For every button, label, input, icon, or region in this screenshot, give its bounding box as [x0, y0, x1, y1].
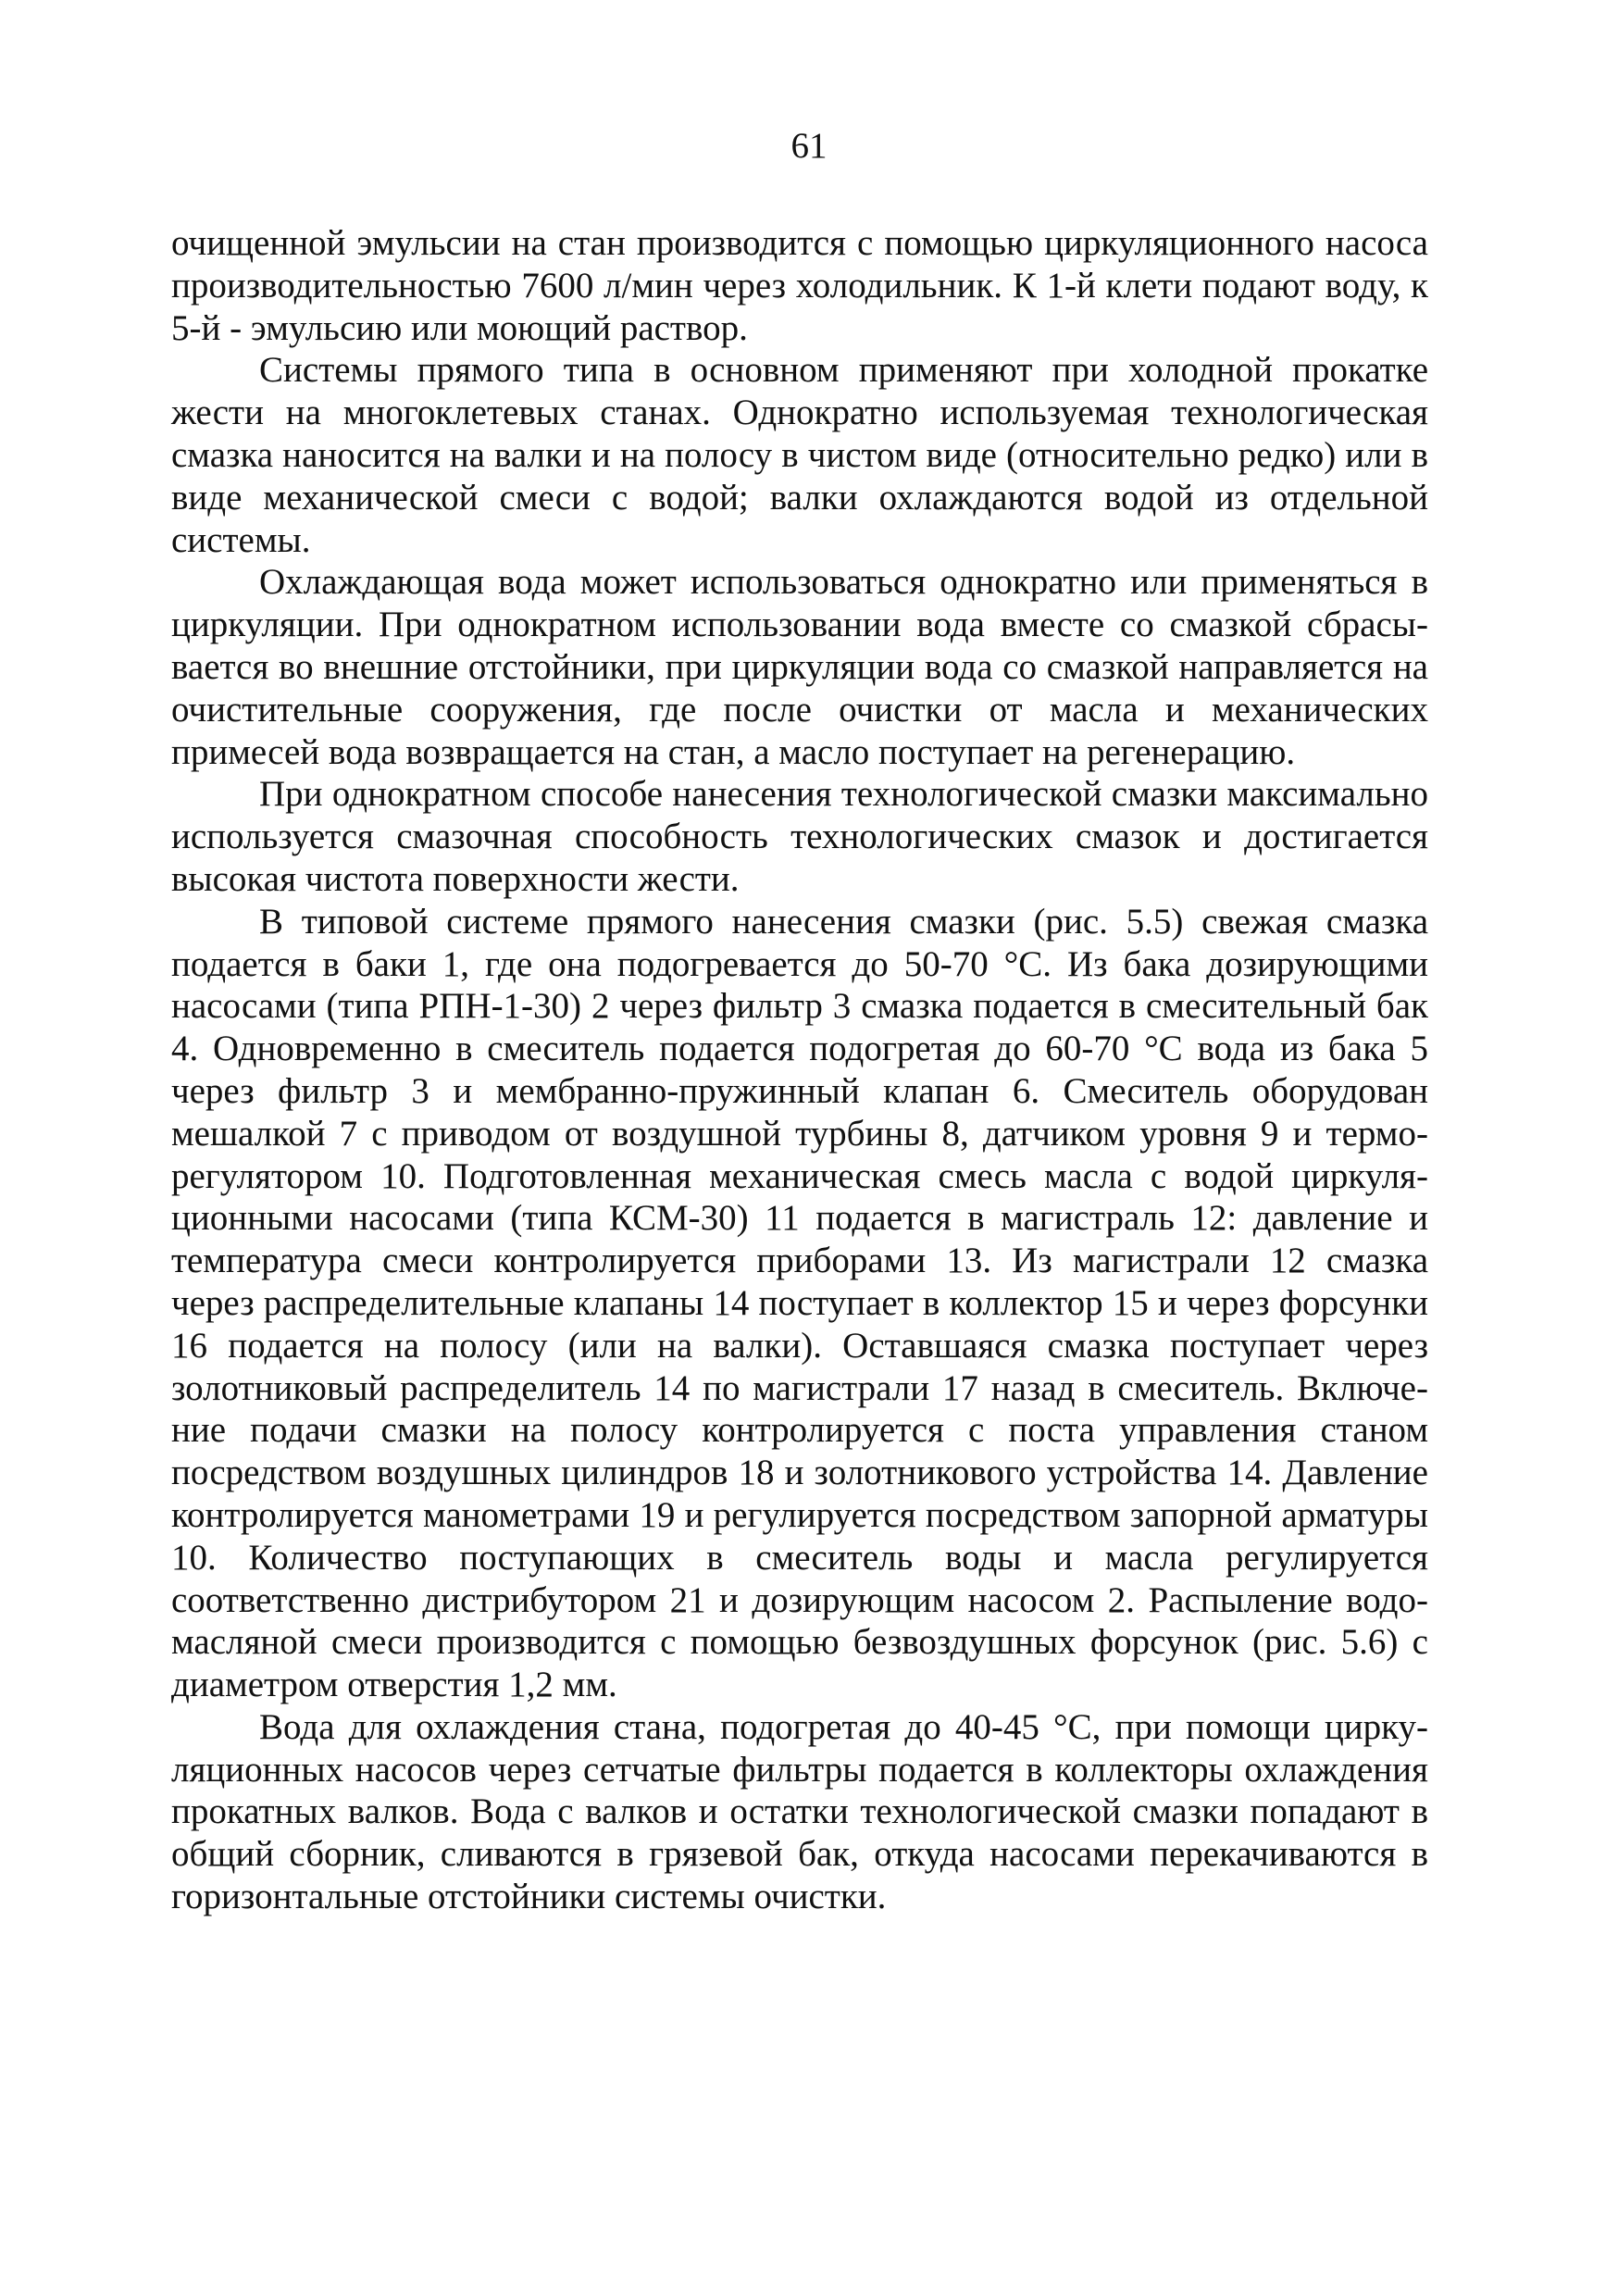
- paragraph-cooling-water: Охлаждающая вода может использоваться однократно или применяться в циркуляции. При однократном использовании вода вместе со смазкой сбрасывается во внешние отстойники, при циркуляции вода со смазкой направляется на очистительные сооружения, где после очистки от масла и механических примесей вода возвращается на стан, а масло поступает на регенерацию.: [171, 562, 1428, 772]
- page-number: 61: [790, 126, 828, 166]
- paragraph-continued-emulsion-supply: очищенной эмульсии на стан производится с помощью циркуляционного насоса производительностью 7600 л/мин через холодильник. К 1-й клети подают воду, к 5-й - эмульсию или моющий раствор.: [171, 223, 1428, 348]
- body-text: [171, 222, 1428, 1918]
- paragraph-single-application: При однократном способе нанесения технологической смазки максимально используется смазочная способность технологических смазок и достигается высокая чистота поверхности жести.: [171, 774, 1428, 899]
- paragraph-mill-cooling-water: Вода для охлаждения стана, подогретая до 40-45 °С, при помощи циркуляционных насосов через сетчатые фильтры подается в коллекторы охлаждения прокатных валков. Вода с валков и остатки технологической смазки попадают в общий сборник, сливаются в грязевой бак, откуда насосами перекачиваются в горизонтальные отстойники системы очистки.: [171, 1706, 1428, 1917]
- paragraph-typical-system: В типовой системе прямого нанесения смазки (рис. 5.5) свежая смазка подается в баки 1, где она подогревается до 50-70 °С. Из бака дозирующими насосами (типа РПН-1-30) 2 через фильтр 3 смазка подается в смесительный бак 4. Одновременно в смеситель подается подогретая до 60-70 °С вода из бака 5 через фильтр 3 и мембранно-пружинный клапан 6. Смеситель оборудован мешалкой 7 с приводом от воздушной турбины 8, датчиком уровня 9 и терморегулятором 10. Подготовленная механическая смесь масла с водой циркуляционными насосами (типа КСМ-30) 11 подается в магистраль 12: давление и температура смеси контролируется приборами 13. Из магистрали 12 смазка через распределительные клапаны 14 поступает в коллектор 15 и через форсунки 16 подается на полосу (или на валки). Оставшаяся смазка поступает через золотниковый распределитель 14 по магистрали 17 назад в смеситель. Включение подачи смазки на полосу контролируется с поста управления станом посредством воздушных цилиндров 18 и золотникового устройства 14. Давление контролируется манометрами 19 и регулируется посредством запорной арматуры 10. Количество поступающих в смеситель воды и масла регулируется соответственно дистрибутором 21 и дозирующим насосом 2. Распыление водомасляной смеси производится с помощью безвоздушных форсунок (рис. 5.6) с диаметром отверстия 1,2 мм.: [171, 901, 1428, 1705]
- paragraph-direct-type-systems: Системы прямого типа в основном применяют при холодной прокатке жести на многоклетевых станах. Однократно используемая технологическая смазка наносится на валки и на полосу в чистом виде (относительно редко) или в виде механической смеси с водой; валки охлаждаются водой из отдельной системы.: [171, 350, 1428, 560]
